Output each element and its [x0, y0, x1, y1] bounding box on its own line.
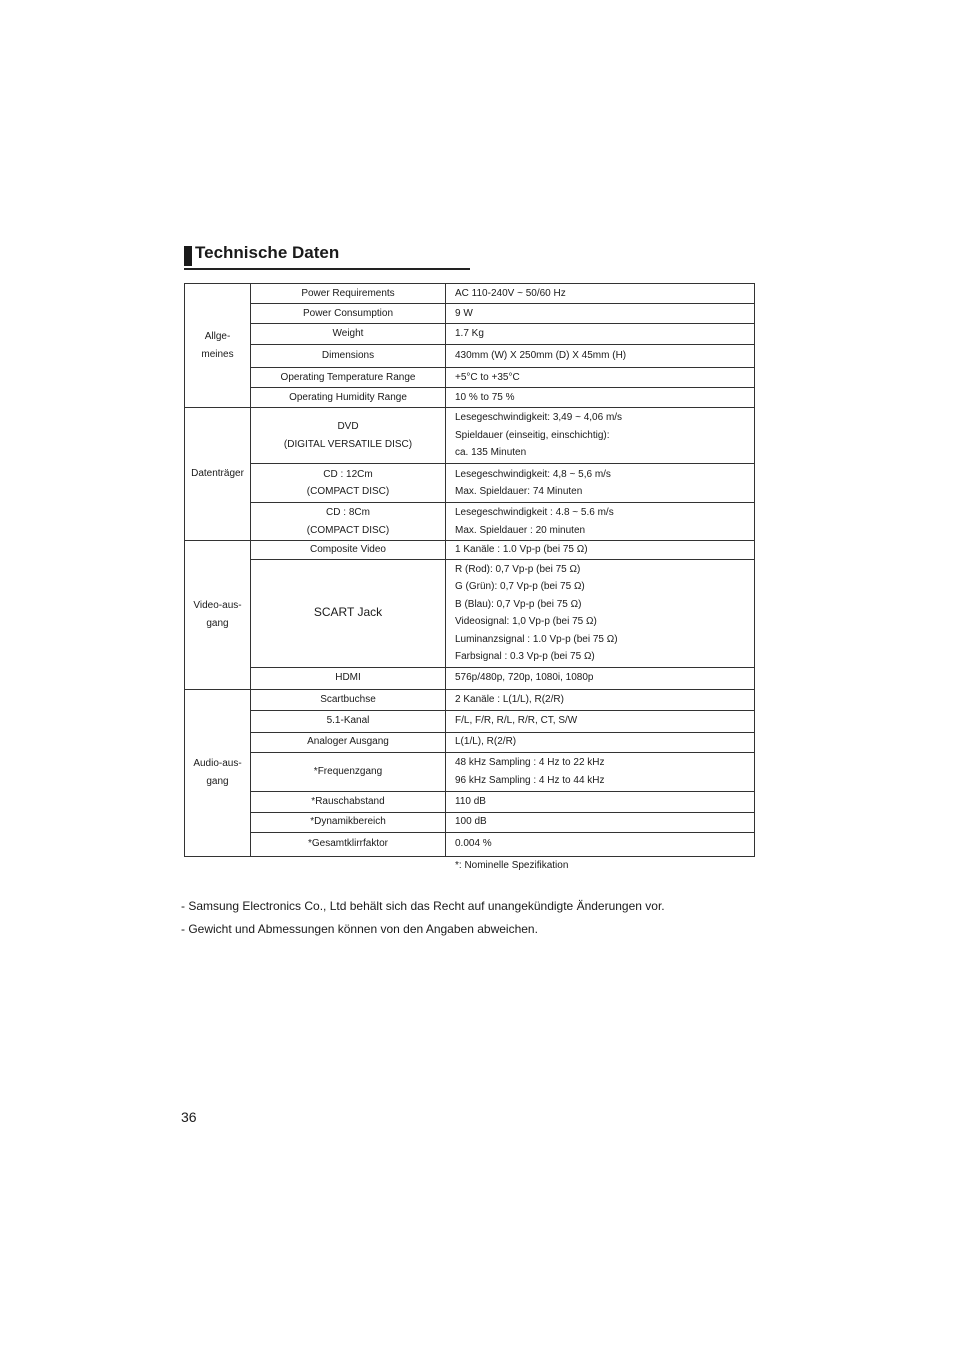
page-number: 36	[181, 1109, 197, 1125]
spec-value: 576p/480p, 720p, 1080i, 1080p	[446, 667, 755, 689]
spec-value: 0.004 %	[446, 832, 755, 856]
table-row	[185, 388, 755, 408]
spec-label: *Dynamikbereich	[251, 812, 446, 832]
group-datentraeger: Datenträger	[185, 408, 251, 541]
spec-label: *Gesamtklirrfaktor	[251, 832, 446, 856]
notes	[181, 895, 665, 941]
table-row	[185, 503, 755, 541]
title-marker	[184, 246, 192, 266]
spec-label: 5.1-Kanal	[251, 710, 446, 732]
spec-value: Lesegeschwindigkeit: 3,49 ~ 4,06 m/s Spieldauer (einseitig, einschichtig): ca. 135 Minuten	[446, 408, 755, 464]
footnote: *: Nominelle Spezifikation	[455, 860, 569, 871]
spec-label: Weight	[251, 324, 446, 345]
spec-label: HDMI	[251, 667, 446, 689]
table-row	[185, 368, 755, 388]
spec-label: CD : 12Cm (COMPACT DISC)	[251, 464, 446, 503]
table-row	[185, 732, 755, 752]
spec-label: DVD (DIGITAL VERSATILE DISC)	[251, 408, 446, 464]
spec-value: 110 dB	[446, 791, 755, 812]
spec-label: Analoger Ausgang	[251, 732, 446, 752]
spec-value: R (Rod): 0,7 Vp-p (bei 75 Ω) G (Grün): 0,7 Vp-p (bei 75 Ω) B (Blau): 0,7 Vp-p (bei 75 Ω) Videosignal: 1,0 Vp-p (bei 75 Ω) Luminanzsignal : 1.0 Vp-p (bei 75 Ω) Farbsignal : 0.3 Vp-p (bei 75 Ω)	[446, 559, 755, 667]
spec-label: Dimensions	[251, 345, 446, 368]
spec-label: Scartbuchse	[251, 689, 446, 710]
group-allgemeines: Allge- meines	[185, 284, 251, 408]
spec-value: Lesegeschwindigkeit : 4.8 ~ 5.6 m/s Max. Spieldauer : 20 minuten	[446, 503, 755, 541]
note-item: - Samsung Electronics Co., Ltd behält sich das Recht auf unangekündigte Änderungen vor.	[181, 899, 665, 913]
spec-value: 2 Kanäle : L(1/L), R(2/R)	[446, 689, 755, 710]
table-row	[185, 324, 755, 345]
spec-value: +5°C to +35°C	[446, 368, 755, 388]
table-row	[185, 667, 755, 689]
table-row	[185, 559, 755, 667]
table-row	[185, 791, 755, 812]
table-row	[185, 464, 755, 503]
spec-value: 430mm (W) X 250mm (D) X 45mm (H)	[446, 345, 755, 368]
table-row	[185, 345, 755, 368]
spec-value: 48 kHz Sampling : 4 Hz to 22 kHz 96 kHz Sampling : 4 Hz to 44 kHz	[446, 752, 755, 791]
section-title	[184, 243, 470, 270]
page-title: Technische Daten	[195, 243, 340, 262]
spec-value: F/L, F/R, R/L, R/R, CT, S/W	[446, 710, 755, 732]
table-row	[185, 284, 755, 304]
table-row	[185, 752, 755, 791]
spec-value: 9 W	[446, 304, 755, 324]
spec-label: *Rauschabstand	[251, 791, 446, 812]
spec-label: Power Requirements	[251, 284, 446, 304]
spec-value: L(1/L), R(2/R)	[446, 732, 755, 752]
spec-value: 10 % to 75 %	[446, 388, 755, 408]
spec-value: AC 110-240V ~ 50/60 Hz	[446, 284, 755, 304]
group-video: Video-aus- gang	[185, 541, 251, 690]
spec-label: Operating Temperature Range	[251, 368, 446, 388]
spec-label: CD : 8Cm (COMPACT DISC)	[251, 503, 446, 541]
spec-value: 1.7 Kg	[446, 324, 755, 345]
spec-value: 100 dB	[446, 812, 755, 832]
spec-table	[184, 283, 755, 857]
table-row	[185, 541, 755, 560]
table-row	[185, 689, 755, 710]
spec-label: Power Consumption	[251, 304, 446, 324]
note-item: - Gewicht und Abmessungen können von den Angaben abweichen.	[181, 922, 538, 936]
spec-label: SCART Jack	[251, 559, 446, 667]
spec-value: 1 Kanäle : 1.0 Vp-p (bei 75 Ω)	[446, 541, 755, 560]
spec-label: Composite Video	[251, 541, 446, 560]
spec-value: Lesegeschwindigkeit: 4,8 ~ 5,6 m/s Max. Spieldauer: 74 Minuten	[446, 464, 755, 503]
table-row	[185, 832, 755, 856]
table-row	[185, 408, 755, 464]
group-audio: Audio-aus- gang	[185, 689, 251, 856]
table-row	[185, 304, 755, 324]
table-row	[185, 812, 755, 832]
table-row	[185, 710, 755, 732]
spec-label: *Frequenzgang	[251, 752, 446, 791]
spec-label: Operating Humidity Range	[251, 388, 446, 408]
